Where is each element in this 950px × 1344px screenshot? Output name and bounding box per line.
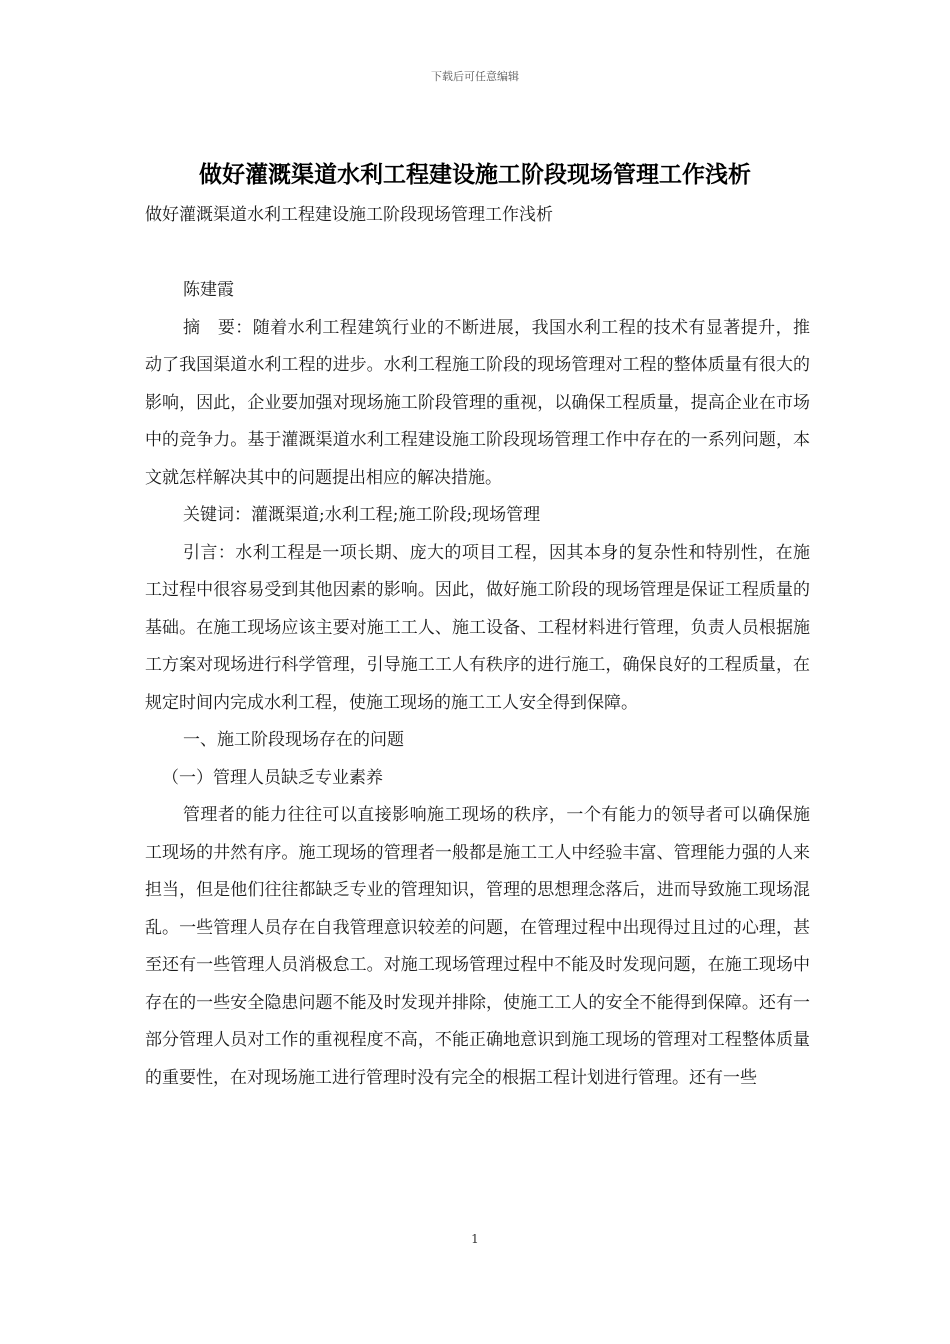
- document-subtitle: 做好灌溉渠道水利工程建设施工阶段现场管理工作浅析: [145, 205, 553, 225]
- section-heading: 一、施工阶段现场存在的问题: [183, 730, 404, 750]
- author-name: 陈建霞: [183, 280, 234, 300]
- document-body: [145, 197, 810, 1097]
- intro-paragraph: 引言：水利工程是一项长期、庞大的项目工程，因其本身的复杂性和特别性，在施工过程中很容易受到其他因素的影响。因此，做好施工阶段的现场管理是保证工程质量的基础。在施工现场应该主要对施工工人、施工设备、工程材料进行管理，负责人员根据施工方案对现场进行科学管理，引导施工工人有秩序的进行施工，确保良好的工程质量，在规定时间内完成水利工程，使施工现场的施工工人安全得到保障。: [145, 542, 810, 713]
- document-title: 做好灌溉渠道水利工程建设施工阶段现场管理工作浅析: [199, 162, 751, 188]
- page-number: 1: [471, 1232, 479, 1246]
- subsection-heading: （一）管理人员缺乏专业素养: [162, 767, 383, 788]
- page-header-note: 下载后可任意编辑: [431, 70, 519, 83]
- subsection-paragraph: 管理者的能力往往可以直接影响施工现场的秩序，一个有能力的领导者可以确保施工现场的井然有序。施工现场的管理者一般都是施工工人中经验丰富、管理能力强的人来担当，但是他们往往都缺乏专业的管理知识，管理的思想理念落后，进而导致施工现场混乱。一些管理人员存在自我管理意识较差的问题，在管理过程中出现得过且过的心理，甚至还有一些管理人员消极怠工。对施工现场管理过程中不能及时发现问题，在施工现场中存在的一些安全隐患问题不能及时发现并排除，使施工工人的安全不能得到保障。还有一部分管理人员对工作的重视程度不高，不能正确地意识到施工现场的管理对工程整体质量的重要性，在对现场施工进行管理时没有完全的根据工程计划进行管理。还有一些: [145, 805, 810, 1088]
- abstract-paragraph: 摘 要：随着水利工程建筑行业的不断进展，我国水利工程的技术有显著提升，推动了我国渠道水利工程的进步。水利工程施工阶段的现场管理对工程的整体质量有很大的影响，因此，企业要加强对现场施工阶段管理的重视，以确保工程质量，提高企业在市场中的竞争力。基于灌溉渠道水利工程建设施工阶段现场管理工作中存在的一系列问题，本文就怎样解决其中的问题提出相应的解决措施。: [145, 317, 810, 488]
- blank-line: [145, 235, 810, 273]
- keywords-paragraph: 关键词：灌溉渠道;水利工程;施工阶段;现场管理: [183, 505, 541, 525]
